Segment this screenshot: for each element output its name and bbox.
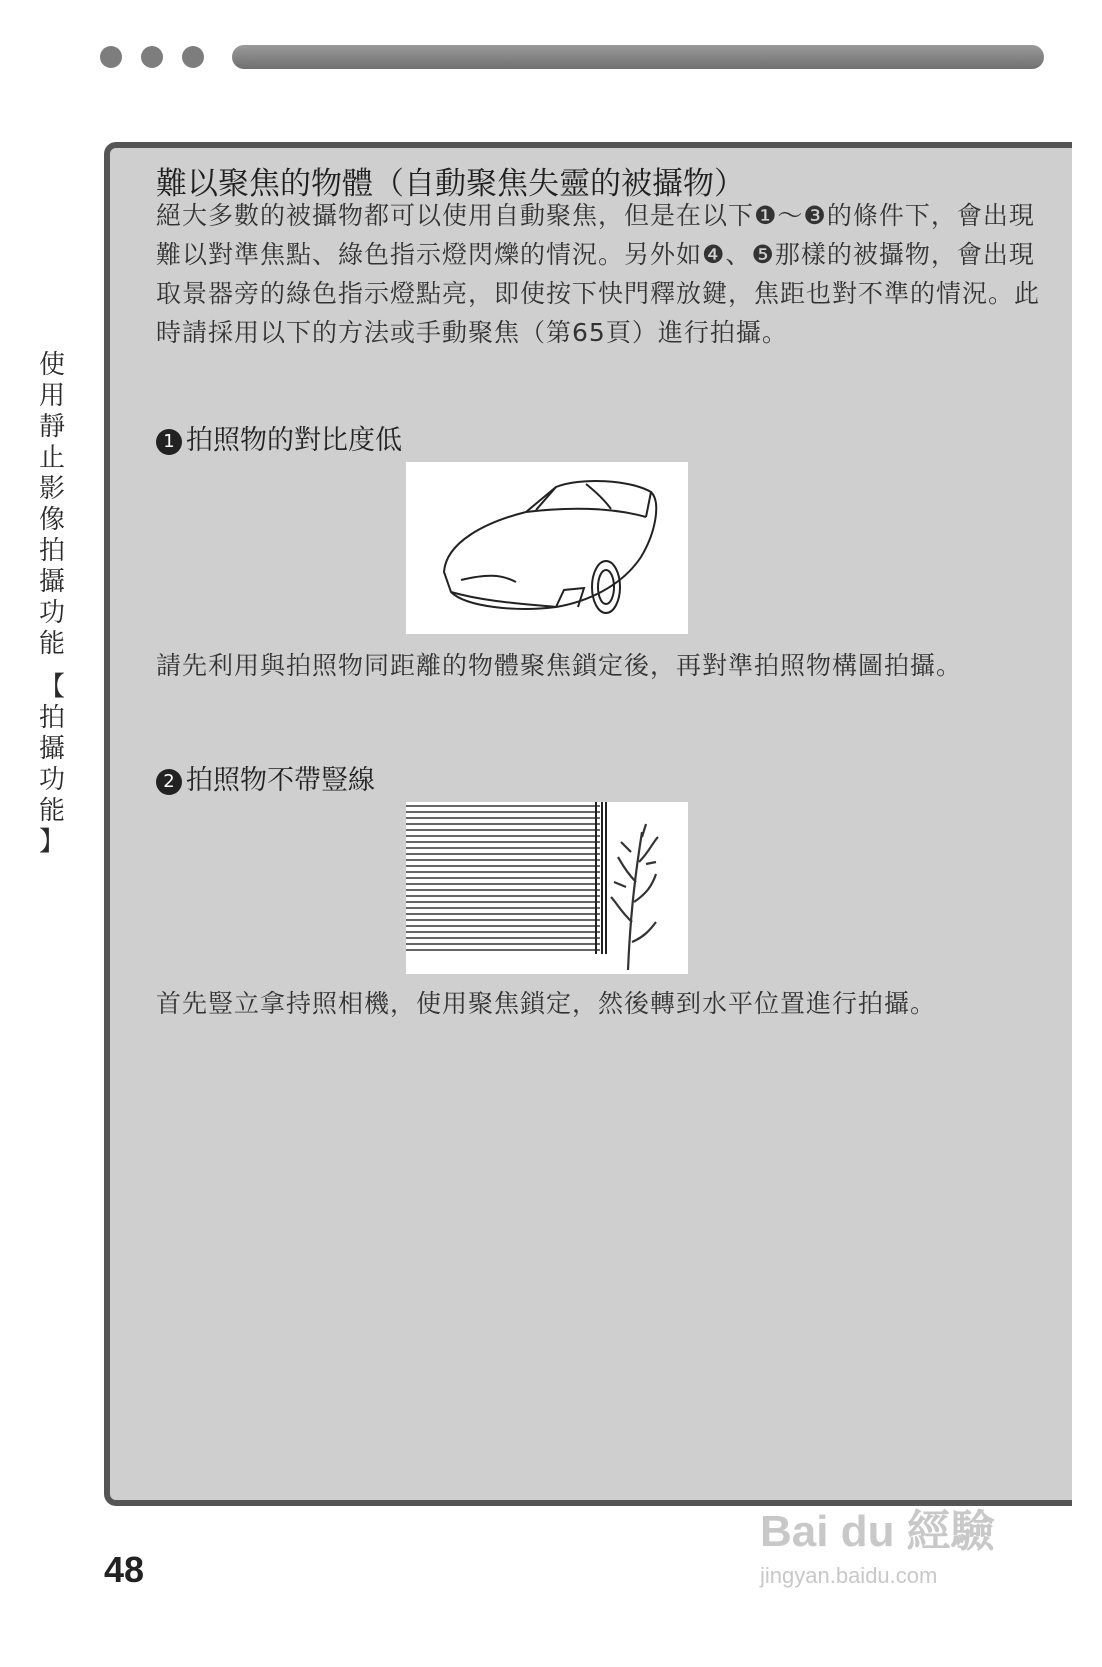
item2-heading-text: 拍照物不帶豎線 <box>186 765 375 796</box>
blinds-and-plant-drawing <box>406 802 688 974</box>
header-dot-1 <box>100 46 122 68</box>
page-number: 48 <box>104 1549 145 1590</box>
watermark <box>760 1495 995 1589</box>
side-label-char: 功 <box>38 765 65 795</box>
side-label-char: 】 <box>38 827 65 857</box>
header-bar <box>232 45 1044 69</box>
side-label-char: 影 <box>38 474 65 504</box>
intro-paragraph: 絕大多數的被攝物都可以使用自動聚焦，但是在以下❶～❸的條件下，會出現難以對準焦點、綠色指示燈閃爍的情況。另外如❹、❺那樣的被攝物，會出現取景器旁的綠色指示燈點亮，即使按下快門釋放鍵，焦距也對不準的情況。此時請採用以下的方法或手動聚焦（第65頁）進行拍攝。 <box>156 201 1041 347</box>
side-label-char: 像 <box>38 505 65 535</box>
item2-text: 首先豎立拿持照相機，使用聚焦鎖定，然後轉到水平位置進行拍攝。 <box>156 989 937 1018</box>
side-label-char: 攝 <box>38 567 65 597</box>
side-label-char: 拍 <box>38 536 65 566</box>
side-label-char: 用 <box>38 381 65 411</box>
number-1-icon: 1 <box>156 429 182 455</box>
side-label-char: 能 <box>38 629 65 659</box>
side-chapter-label <box>34 350 70 858</box>
number-2-icon: 2 <box>156 769 182 795</box>
side-label-char: 【 <box>38 672 65 702</box>
side-label-char: 止 <box>38 443 65 473</box>
header-dot-3 <box>182 46 204 68</box>
side-label-char: 拍 <box>38 703 65 733</box>
page-title: 難以聚焦的物體（自動聚焦失靈的被攝物） <box>156 166 745 202</box>
header-dot-2 <box>141 46 163 68</box>
item1-text: 請先利用與拍照物同距離的物體聚焦鎖定後，再對準拍照物構圖拍攝。 <box>156 651 963 680</box>
item1-heading <box>156 418 402 457</box>
car-illustration <box>406 462 688 634</box>
item1-heading-text: 拍照物的對比度低 <box>186 425 402 456</box>
item2-heading <box>156 758 375 797</box>
side-label-char: 攝 <box>38 734 65 764</box>
side-label-char: 使 <box>38 350 65 380</box>
watermark-logo: Bai du 經驗 <box>760 1507 995 1556</box>
side-label-char: 能 <box>38 796 65 826</box>
car-drawing <box>406 462 688 634</box>
side-label-char: 功 <box>38 598 65 628</box>
watermark-url: jingyan.baidu.com <box>760 1563 938 1588</box>
side-label-char: 靜 <box>38 412 65 442</box>
blinds-illustration <box>406 802 688 974</box>
